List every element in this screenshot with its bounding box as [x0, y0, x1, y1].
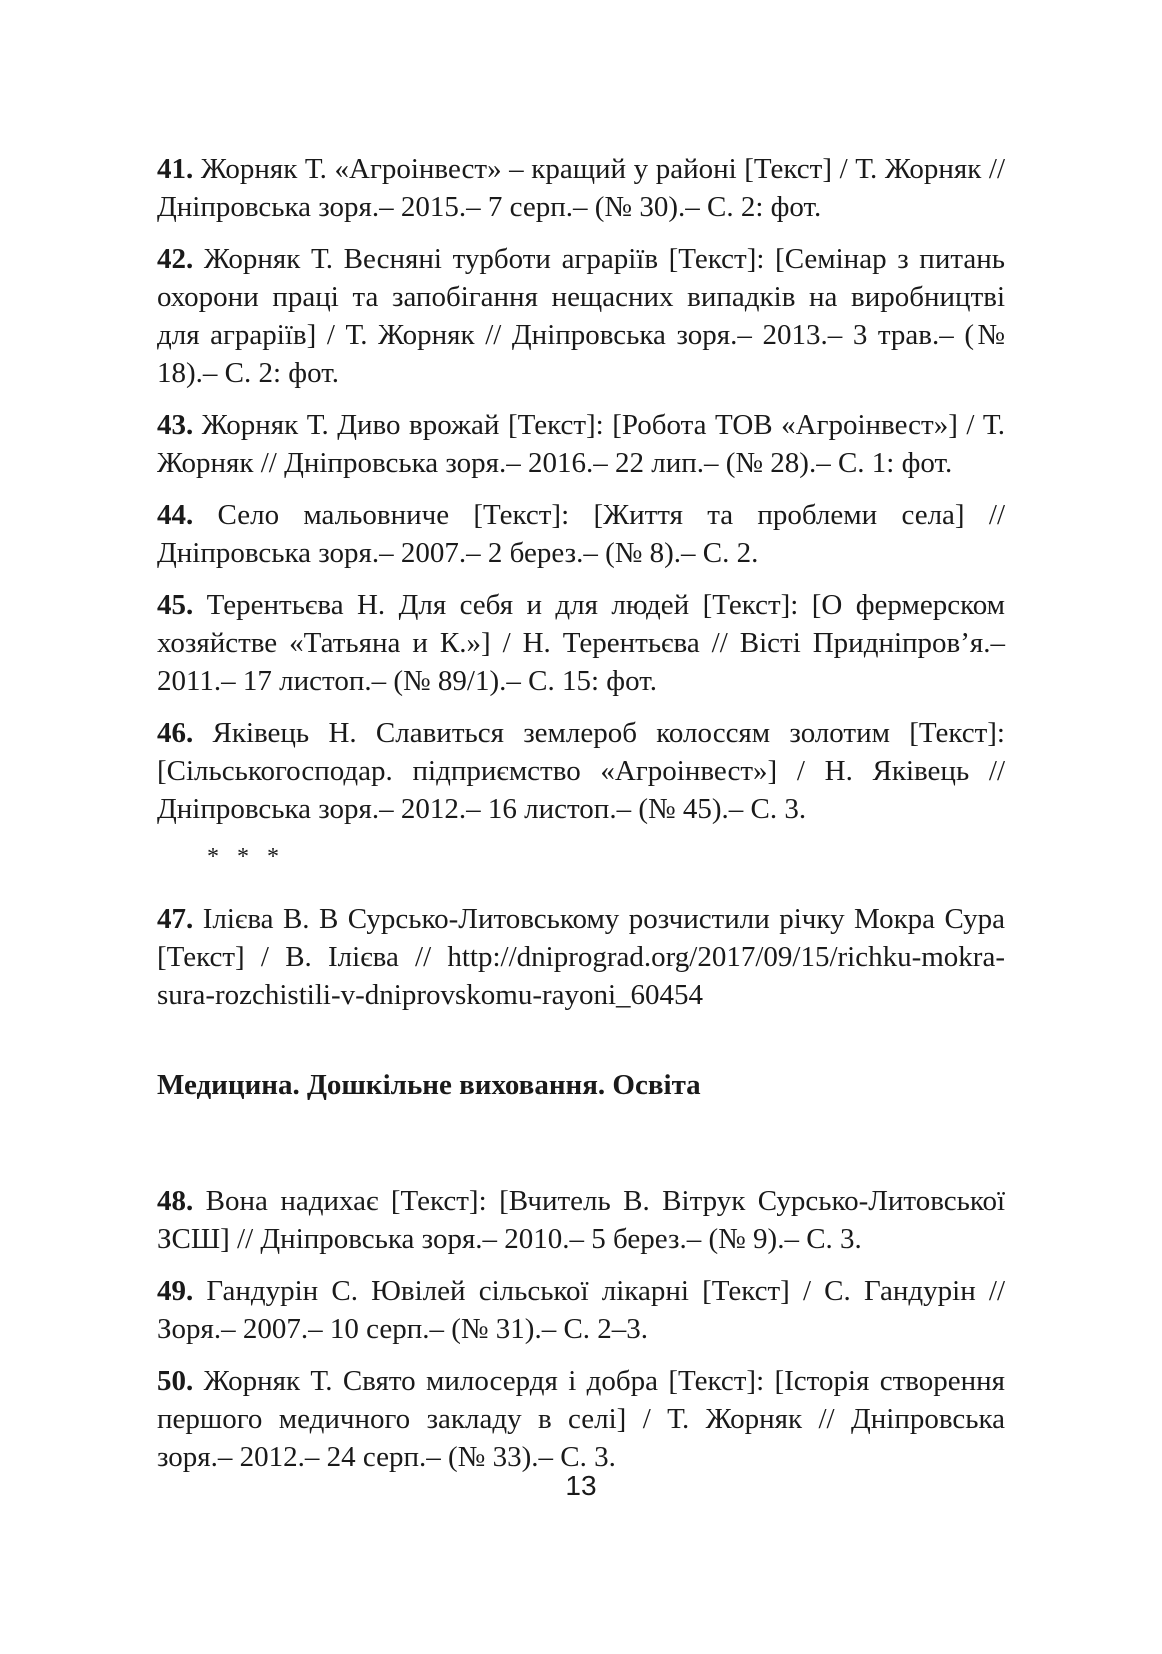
entry-number: 44. — [157, 499, 194, 531]
entry-text: Жорняк Т. Диво врожай [Текст]: [Робота ТОВ «Агроінвест»] / Т. Жорняк // Дніпровська зоря.– 2016.– 22 лип.– (№ 28).– С. 1: фот. — [157, 409, 1005, 479]
document-page — [157, 150, 1005, 1490]
entry-text: Ілієва В. В Сурсько-Литовському розчистили річку Мокра Сура [Текст] / В. Ілієва // http://dniprograd.org/2017/09/15/richku-mokra-sura-rozchistili-v-dniprovskomu-rayoni_60454 — [157, 903, 1005, 1011]
entry-text: Терентьєва Н. Для себя и для людей [Текст]: [О фермерском хозяйстве «Татьяна и К.»] / Н. Терентьєва // Вісті Придніпров’я.– 2011.– 17 листоп.– (№ 89/1).– С. 15: фот. — [157, 589, 1005, 697]
bibliography-entry — [157, 1182, 1005, 1258]
section-heading: Медицина. Дошкільне виховання. Освіта — [157, 1069, 701, 1101]
entry-number: 42. — [157, 243, 194, 275]
entry-number: 47. — [157, 903, 194, 935]
entry-number: 45. — [157, 589, 194, 621]
entry-text: Гандурін С. Ювілей сільської лікарні [Текст] / С. Гандурін // Зоря.– 2007.– 10 серп.– (№ 31).– С. 2–3. — [157, 1275, 1005, 1345]
entry-number: 48. — [157, 1185, 194, 1217]
entry-text: Село мальовниче [Текст]: [Життя та проблеми села] // Дніпровська зоря.– 2007.– 2 берез.– (№ 8).– С. 2. — [157, 499, 1005, 569]
entry-number: 43. — [157, 409, 194, 441]
entry-text: Яківець Н. Славиться землероб колоссям золотим [Текст]: [Сільськогосподар. підприємство «Агроінвест»] / Н. Яківець // Дніпровська зоря.– 2012.– 16 листоп.– (№ 45).– С. 3. — [157, 717, 1005, 825]
page-number: 13 — [565, 1470, 597, 1501]
bibliography-entry — [157, 1362, 1005, 1476]
entry-text: Вона надихає [Текст]: [Вчитель В. Вітрук Сурсько-Литовської ЗСШ] // Дніпровська зоря.– 2010.– 5 берез.– (№ 9).– С. 3. — [157, 1185, 1005, 1255]
entry-number: 50. — [157, 1365, 194, 1397]
section-separator: * * * — [207, 844, 285, 870]
bibliography-entry — [157, 1272, 1005, 1348]
entry-number: 46. — [157, 717, 194, 749]
bibliography-entry — [157, 150, 1005, 226]
bibliography-entry — [157, 900, 1005, 1014]
bibliography-entry — [157, 406, 1005, 482]
bibliography-entry — [157, 496, 1005, 572]
bibliography-entry — [157, 714, 1005, 828]
entry-number: 41. — [157, 153, 194, 185]
entry-text: Жорняк Т. Свято милосердя і добра [Текст]: [Історія створення першого медичного закладу в селі] / Т. Жорняк // Дніпровська зоря.– 2012.– 24 серп.– (№ 33).– С. 3. — [157, 1365, 1005, 1473]
bibliography-entry — [157, 586, 1005, 700]
entry-text: Жорняк Т. «Агроінвест» – кращий у районі [Текст] / Т. Жорняк // Дніпровська зоря.– 2015.– 7 серп.– (№ 30).– С. 2: фот. — [157, 153, 1005, 223]
bibliography-entry — [157, 240, 1005, 392]
entry-text: Жорняк Т. Весняні турботи аграріїв [Текст]: [Семінар з питань охорони праці та запобігання нещасних випадків на виробництві для аграріїв] / Т. Жорняк // Дніпровська зоря.– 2013.– 3 трав.– (№ 18).– С. 2: фот. — [157, 243, 1005, 389]
entry-number: 49. — [157, 1275, 194, 1307]
